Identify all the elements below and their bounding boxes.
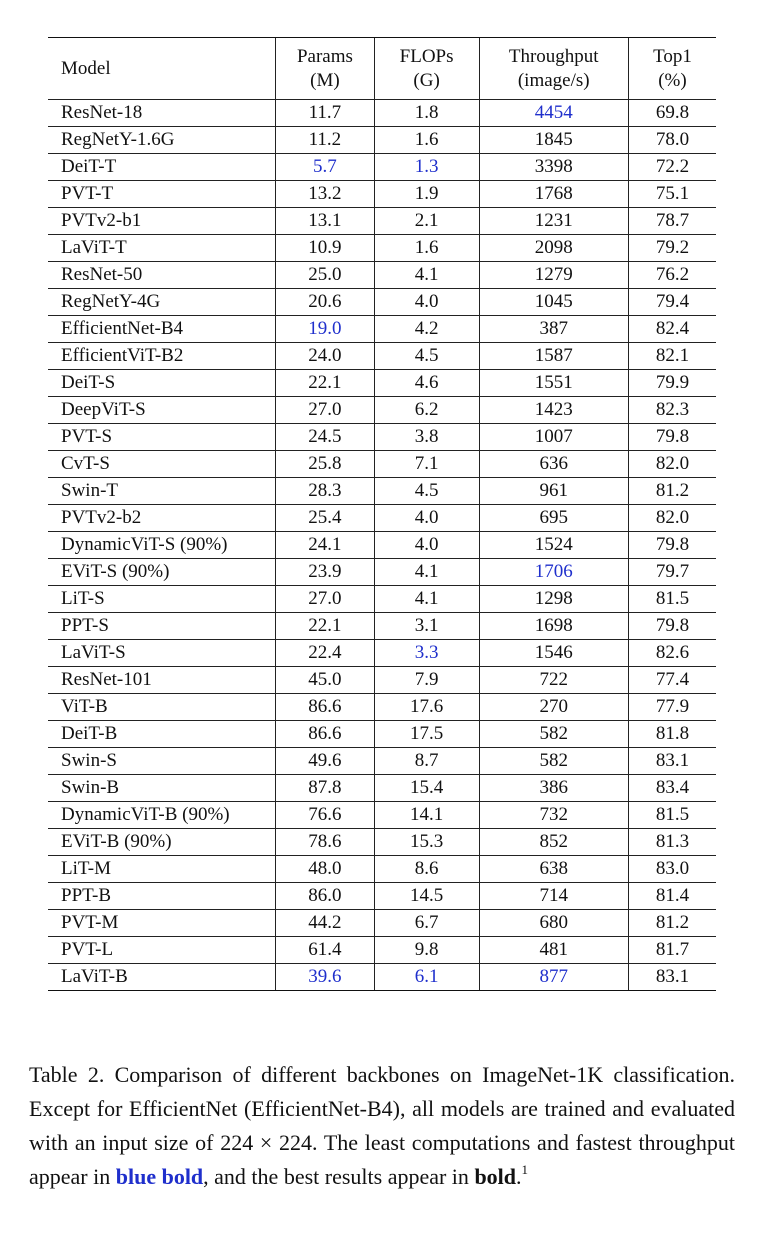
cell-flops: 4.0 xyxy=(374,532,479,559)
cell-top1: 81.3 xyxy=(628,829,716,856)
table-caption xyxy=(29,1058,735,1194)
cell-throughput: 732 xyxy=(479,802,628,829)
table-row xyxy=(48,154,716,181)
cell-params: 28.3 xyxy=(276,478,374,505)
cell-model: DeiT-T xyxy=(48,154,276,181)
cell-top1: 81.5 xyxy=(628,586,716,613)
cell-top1: 81.7 xyxy=(628,937,716,964)
cell-model: EViT-S (90%) xyxy=(48,559,276,586)
cell-params: 27.0 xyxy=(276,397,374,424)
cell-params: 61.4 xyxy=(276,937,374,964)
cell-flops: 6.2 xyxy=(374,397,479,424)
cell-flops: 3.1 xyxy=(374,613,479,640)
cell-params: 86.6 xyxy=(276,721,374,748)
cell-top1: 79.2 xyxy=(628,235,716,262)
table-row xyxy=(48,343,716,370)
cell-params: 19.0 xyxy=(276,316,374,343)
table-row xyxy=(48,127,716,154)
cell-params: 78.6 xyxy=(276,829,374,856)
header-row xyxy=(48,38,716,100)
header-top1: Top1 (%) xyxy=(628,38,716,100)
cell-model: PVT-T xyxy=(48,181,276,208)
cell-throughput: 961 xyxy=(479,478,628,505)
cell-model: PVTv2-b2 xyxy=(48,505,276,532)
cell-params: 45.0 xyxy=(276,667,374,694)
cell-flops: 7.1 xyxy=(374,451,479,478)
table-row xyxy=(48,829,716,856)
table-group xyxy=(48,667,716,964)
cell-top1: 75.1 xyxy=(628,181,716,208)
cell-params: 25.8 xyxy=(276,451,374,478)
table-row xyxy=(48,856,716,883)
cell-params: 13.1 xyxy=(276,208,374,235)
cell-top1: 83.4 xyxy=(628,775,716,802)
cell-top1: 79.4 xyxy=(628,289,716,316)
cell-model: PVT-S xyxy=(48,424,276,451)
cell-top1: 79.9 xyxy=(628,370,716,397)
cell-flops: 1.3 xyxy=(374,154,479,181)
cell-flops: 4.0 xyxy=(374,289,479,316)
table-row xyxy=(48,316,716,343)
cell-model: DeepViT-S xyxy=(48,397,276,424)
cell-top1: 79.7 xyxy=(628,559,716,586)
cell-params: 49.6 xyxy=(276,748,374,775)
cell-throughput: 1698 xyxy=(479,613,628,640)
cell-model: DynamicViT-B (90%) xyxy=(48,802,276,829)
cell-flops: 15.3 xyxy=(374,829,479,856)
cell-model: Swin-T xyxy=(48,478,276,505)
header-params: Params (M) xyxy=(276,38,374,100)
cell-model: DynamicViT-S (90%) xyxy=(48,532,276,559)
cell-model: LaViT-S xyxy=(48,640,276,667)
cell-throughput: 638 xyxy=(479,856,628,883)
cell-throughput: 1768 xyxy=(479,181,628,208)
table-row xyxy=(48,667,716,694)
cell-params: 86.6 xyxy=(276,694,374,721)
table-row xyxy=(48,586,716,613)
table-row xyxy=(48,505,716,532)
cell-top1: 82.1 xyxy=(628,343,716,370)
cell-params: 86.0 xyxy=(276,883,374,910)
cell-throughput: 387 xyxy=(479,316,628,343)
table-row xyxy=(48,613,716,640)
table-row xyxy=(48,802,716,829)
cell-params: 11.7 xyxy=(276,100,374,127)
cell-model: LiT-M xyxy=(48,856,276,883)
cell-flops: 4.0 xyxy=(374,505,479,532)
cell-flops: 7.9 xyxy=(374,667,479,694)
table-group xyxy=(48,100,716,235)
cell-flops: 14.1 xyxy=(374,802,479,829)
cell-throughput: 1007 xyxy=(479,424,628,451)
cell-flops: 9.8 xyxy=(374,937,479,964)
cell-model: ResNet-50 xyxy=(48,262,276,289)
cell-params: 22.1 xyxy=(276,613,374,640)
cell-throughput: 722 xyxy=(479,667,628,694)
cell-top1: 81.8 xyxy=(628,721,716,748)
cell-top1: 82.6 xyxy=(628,640,716,667)
cell-flops: 4.5 xyxy=(374,343,479,370)
cell-throughput: 636 xyxy=(479,451,628,478)
cell-throughput: 852 xyxy=(479,829,628,856)
comparison-table xyxy=(48,37,716,991)
cell-top1: 81.2 xyxy=(628,910,716,937)
cell-flops: 6.7 xyxy=(374,910,479,937)
table-row xyxy=(48,100,716,127)
table-group xyxy=(48,640,716,667)
cell-model: LiT-S xyxy=(48,586,276,613)
cell-params: 25.4 xyxy=(276,505,374,532)
cell-throughput: 1279 xyxy=(479,262,628,289)
caption-bold: bold xyxy=(474,1164,517,1189)
cell-top1: 77.4 xyxy=(628,667,716,694)
cell-throughput: 877 xyxy=(479,964,628,991)
cell-throughput: 1546 xyxy=(479,640,628,667)
table-row xyxy=(48,532,716,559)
cell-throughput: 2098 xyxy=(479,235,628,262)
cell-params: 25.0 xyxy=(276,262,374,289)
cell-throughput: 1587 xyxy=(479,343,628,370)
cell-model: ResNet-18 xyxy=(48,100,276,127)
cell-flops: 8.7 xyxy=(374,748,479,775)
cell-model: DeiT-B xyxy=(48,721,276,748)
cell-throughput: 1423 xyxy=(479,397,628,424)
header-flops: FLOPs (G) xyxy=(374,38,479,100)
cell-params: 10.9 xyxy=(276,235,374,262)
cell-top1: 83.1 xyxy=(628,964,716,991)
cell-flops: 4.2 xyxy=(374,316,479,343)
cell-throughput: 582 xyxy=(479,748,628,775)
cell-model: EfficientViT-B2 xyxy=(48,343,276,370)
caption-text-3: . xyxy=(516,1164,522,1189)
cell-flops: 1.6 xyxy=(374,235,479,262)
cell-model: CvT-S xyxy=(48,451,276,478)
cell-model: EfficientNet-B4 xyxy=(48,316,276,343)
cell-top1: 82.4 xyxy=(628,316,716,343)
cell-throughput: 680 xyxy=(479,910,628,937)
cell-throughput: 481 xyxy=(479,937,628,964)
table-row xyxy=(48,748,716,775)
cell-top1: 82.3 xyxy=(628,397,716,424)
cell-params: 23.9 xyxy=(276,559,374,586)
cell-throughput: 582 xyxy=(479,721,628,748)
cell-top1: 79.8 xyxy=(628,424,716,451)
cell-throughput: 695 xyxy=(479,505,628,532)
table-row xyxy=(48,424,716,451)
table-row xyxy=(48,640,716,667)
cell-top1: 83.1 xyxy=(628,748,716,775)
cell-flops: 4.1 xyxy=(374,559,479,586)
cell-flops: 14.5 xyxy=(374,883,479,910)
caption-blue-bold: blue bold xyxy=(115,1164,204,1189)
table-row xyxy=(48,721,716,748)
cell-top1: 78.0 xyxy=(628,127,716,154)
cell-throughput: 1231 xyxy=(479,208,628,235)
cell-throughput: 1845 xyxy=(479,127,628,154)
table-row xyxy=(48,208,716,235)
cell-top1: 81.2 xyxy=(628,478,716,505)
cell-flops: 3.3 xyxy=(374,640,479,667)
table-row xyxy=(48,775,716,802)
cell-top1: 77.9 xyxy=(628,694,716,721)
table-row xyxy=(48,235,716,262)
cell-model: LaViT-T xyxy=(48,235,276,262)
cell-throughput: 386 xyxy=(479,775,628,802)
cell-flops: 4.1 xyxy=(374,586,479,613)
table-row xyxy=(48,181,716,208)
cell-model: RegNetY-1.6G xyxy=(48,127,276,154)
cell-params: 48.0 xyxy=(276,856,374,883)
table-row xyxy=(48,694,716,721)
cell-top1: 79.8 xyxy=(628,532,716,559)
cell-model: ResNet-101 xyxy=(48,667,276,694)
cell-params: 22.1 xyxy=(276,370,374,397)
cell-flops: 8.6 xyxy=(374,856,479,883)
table-group xyxy=(48,235,716,262)
cell-flops: 1.8 xyxy=(374,100,479,127)
cell-params: 20.6 xyxy=(276,289,374,316)
cell-params: 39.6 xyxy=(276,964,374,991)
table-row xyxy=(48,910,716,937)
table-row xyxy=(48,370,716,397)
cell-flops: 4.5 xyxy=(374,478,479,505)
cell-top1: 69.8 xyxy=(628,100,716,127)
cell-top1: 79.8 xyxy=(628,613,716,640)
cell-throughput: 714 xyxy=(479,883,628,910)
cell-model: PVT-L xyxy=(48,937,276,964)
cell-model: PVT-M xyxy=(48,910,276,937)
cell-throughput: 4454 xyxy=(479,100,628,127)
cell-top1: 82.0 xyxy=(628,505,716,532)
cell-model: PPT-S xyxy=(48,613,276,640)
cell-flops: 15.4 xyxy=(374,775,479,802)
caption-text-2: , and the best results appear in xyxy=(203,1164,475,1189)
cell-params: 24.5 xyxy=(276,424,374,451)
cell-top1: 82.0 xyxy=(628,451,716,478)
table-group xyxy=(48,964,716,991)
table-row xyxy=(48,559,716,586)
cell-model: ViT-B xyxy=(48,694,276,721)
cell-model: LaViT-B xyxy=(48,964,276,991)
cell-params: 11.2 xyxy=(276,127,374,154)
cell-params: 13.2 xyxy=(276,181,374,208)
cell-flops: 17.5 xyxy=(374,721,479,748)
cell-top1: 81.4 xyxy=(628,883,716,910)
cell-params: 24.0 xyxy=(276,343,374,370)
cell-throughput: 3398 xyxy=(479,154,628,181)
cell-model: Swin-S xyxy=(48,748,276,775)
cell-flops: 1.9 xyxy=(374,181,479,208)
table-row xyxy=(48,289,716,316)
table-group xyxy=(48,262,716,640)
cell-throughput: 270 xyxy=(479,694,628,721)
cell-throughput: 1045 xyxy=(479,289,628,316)
cell-throughput: 1706 xyxy=(479,559,628,586)
cell-flops: 2.1 xyxy=(374,208,479,235)
cell-flops: 6.1 xyxy=(374,964,479,991)
cell-params: 87.8 xyxy=(276,775,374,802)
cell-top1: 76.2 xyxy=(628,262,716,289)
footnote-mark: 1 xyxy=(521,1162,529,1177)
cell-flops: 3.8 xyxy=(374,424,479,451)
cell-flops: 4.6 xyxy=(374,370,479,397)
header-model: Model xyxy=(48,38,276,100)
cell-params: 22.4 xyxy=(276,640,374,667)
cell-flops: 1.6 xyxy=(374,127,479,154)
table-row xyxy=(48,964,716,991)
table-row xyxy=(48,883,716,910)
cell-throughput: 1524 xyxy=(479,532,628,559)
cell-params: 44.2 xyxy=(276,910,374,937)
table-row xyxy=(48,478,716,505)
header-throughput: Throughput (image/s) xyxy=(479,38,628,100)
cell-top1: 78.7 xyxy=(628,208,716,235)
cell-model: DeiT-S xyxy=(48,370,276,397)
caption-text: Table 2. Comparison of different backbones on ImageNet-1K classification. Except for EfficientNet (EfficientNet-B4), all models are trained and evaluated with an input size of 224 × 224. The least computations and fastest throughput appear in xyxy=(29,1062,735,1189)
cell-model: Swin-B xyxy=(48,775,276,802)
table-row xyxy=(48,937,716,964)
cell-params: 76.6 xyxy=(276,802,374,829)
cell-top1: 81.5 xyxy=(628,802,716,829)
cell-model: PPT-B xyxy=(48,883,276,910)
table-row xyxy=(48,262,716,289)
cell-top1: 83.0 xyxy=(628,856,716,883)
cell-throughput: 1551 xyxy=(479,370,628,397)
cell-model: PVTv2-b1 xyxy=(48,208,276,235)
cell-params: 27.0 xyxy=(276,586,374,613)
table-row xyxy=(48,397,716,424)
cell-flops: 17.6 xyxy=(374,694,479,721)
cell-params: 24.1 xyxy=(276,532,374,559)
cell-params: 5.7 xyxy=(276,154,374,181)
table-row xyxy=(48,451,716,478)
cell-top1: 72.2 xyxy=(628,154,716,181)
cell-model: RegNetY-4G xyxy=(48,289,276,316)
cell-flops: 4.1 xyxy=(374,262,479,289)
cell-model: EViT-B (90%) xyxy=(48,829,276,856)
cell-throughput: 1298 xyxy=(479,586,628,613)
table-header xyxy=(48,38,716,100)
